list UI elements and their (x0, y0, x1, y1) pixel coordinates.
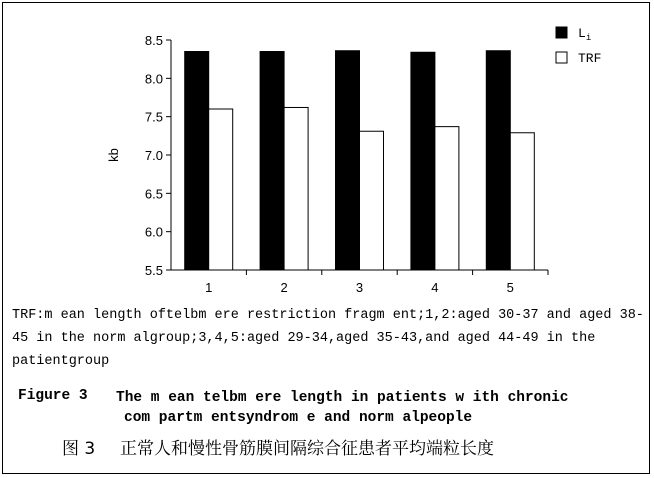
y-tick-label: 6.5 (144, 186, 163, 202)
figure-title-en-line2: com partm entsyndrom e and norm alpeople (124, 410, 473, 426)
plot-area (106, 33, 548, 295)
x-tick-label: 5 (506, 280, 514, 295)
figure-title-cn: 正常人和慢性骨筋膜间隔综合征患者平均端粒长度 (120, 439, 494, 459)
bar-li-2 (260, 52, 284, 271)
figure-label-en: Figure 3 (18, 388, 88, 404)
x-tick-label: 4 (431, 280, 439, 295)
legend (556, 26, 601, 66)
bar-trf-4 (435, 127, 459, 270)
bar-trf-1 (209, 109, 233, 270)
figure-note: TRF:m ean length oftelbm ere restriction fragm ent;1,2:aged 30-37 and aged 38-45 in the norm algroup;3,4,5:aged 29-34,aged 35-43,and aged 44-49 in the patientgroup (12, 308, 644, 369)
y-tick-label: 7.5 (144, 109, 163, 125)
legend-label-trf: TRF (578, 51, 602, 66)
bar-trf-5 (510, 133, 534, 270)
legend-swatch-trf (556, 52, 567, 63)
x-tick-label: 2 (280, 280, 288, 295)
legend-label-li: $L_i$ (578, 26, 592, 43)
figure-label-cn: 图 3 (62, 439, 96, 459)
bar-trf-2 (284, 107, 308, 270)
bar-li-3 (336, 51, 360, 270)
bar-li-4 (411, 52, 435, 270)
y-tick-label: 8.0 (144, 71, 163, 87)
figure-title-en (116, 388, 616, 428)
y-tick-label: 6.0 (144, 224, 163, 240)
bar-trf-3 (360, 131, 384, 270)
y-tick-label: 7.0 (144, 148, 163, 163)
bar-li-5 (486, 51, 510, 270)
bar-li-1 (185, 52, 209, 271)
y-axis-label: kb (106, 148, 121, 162)
legend-swatch-li (556, 27, 567, 38)
y-tick-label: 8.5 (144, 33, 163, 48)
x-tick-label: 1 (205, 280, 213, 295)
x-tick-label: 3 (355, 280, 364, 295)
figure-title-en-line1: The m ean telbm ere length in patients w ith chronic (116, 390, 569, 406)
y-tick-label: 5.5 (144, 263, 163, 278)
